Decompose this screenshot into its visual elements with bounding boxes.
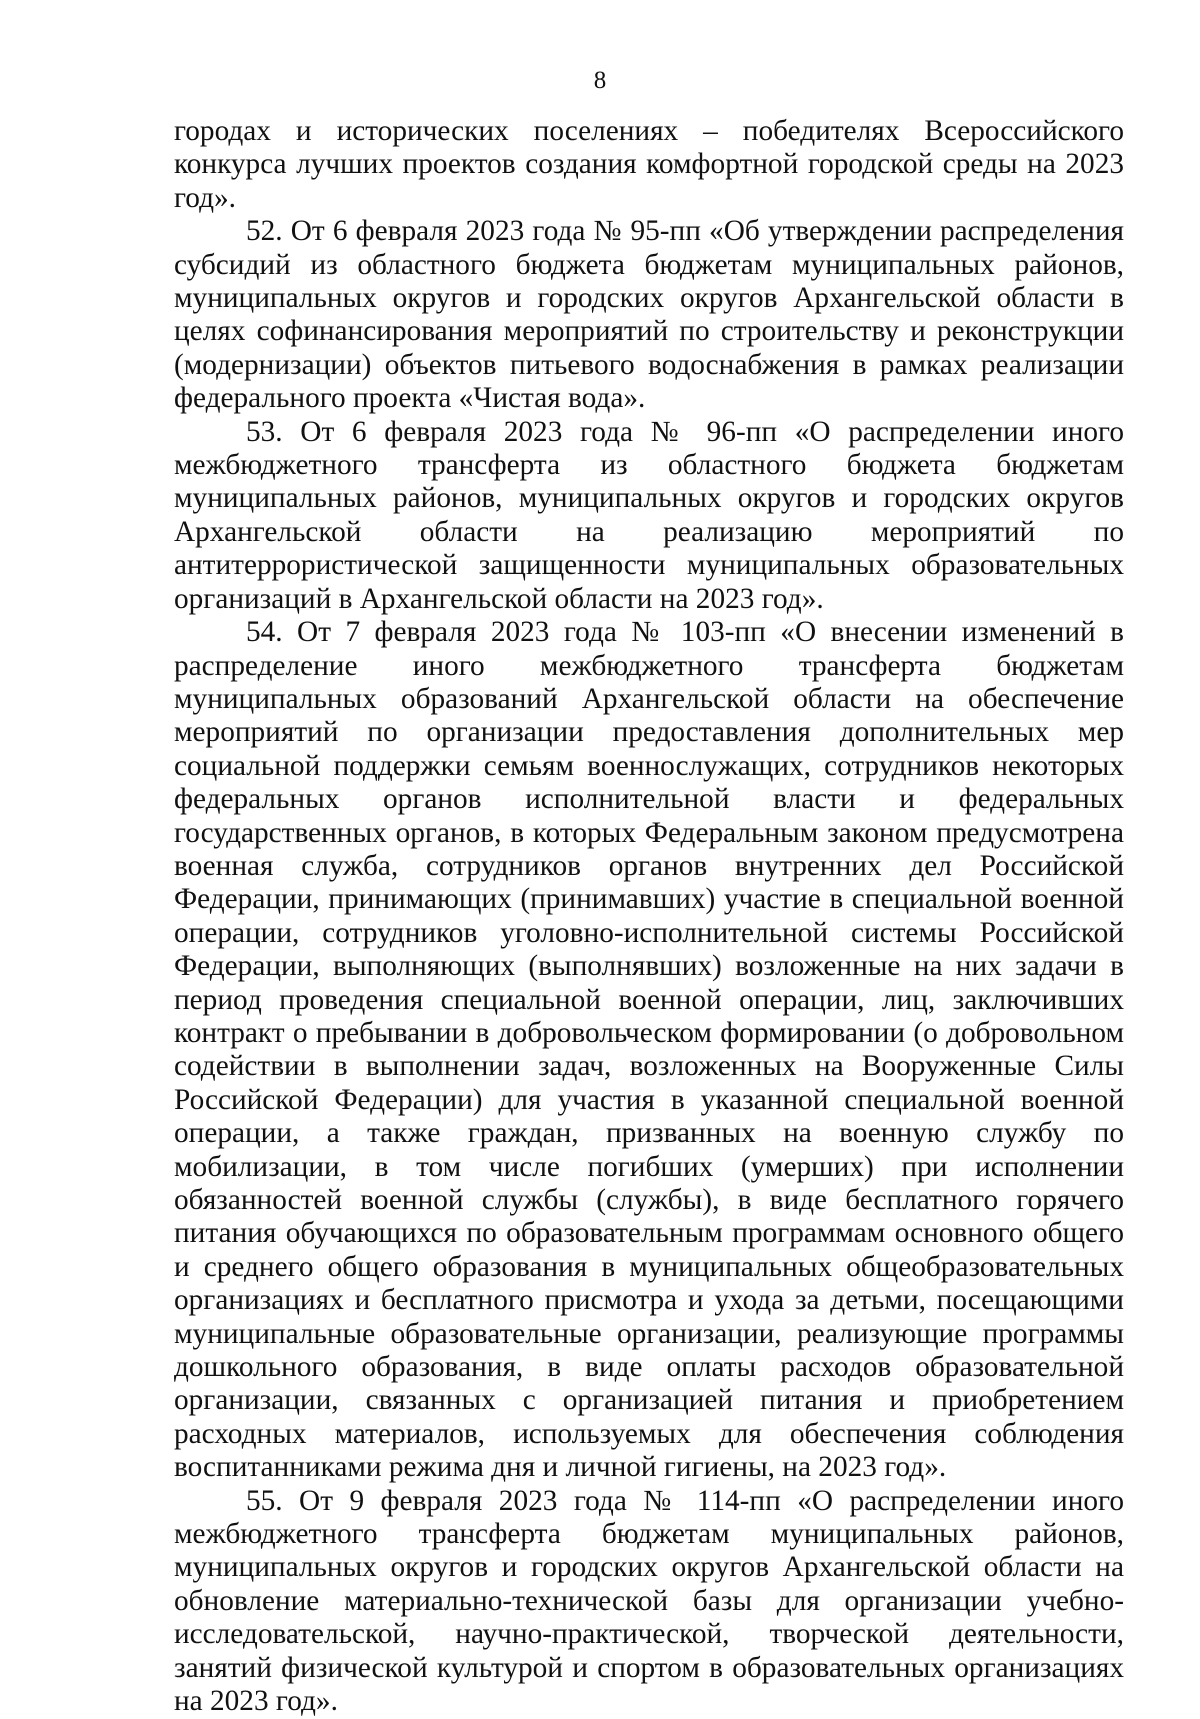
paragraph-item-52: 52. От 6 февраля 2023 года № 95-пп «Об утверждении распределения субсидий из областного бюджета бюджетам муниципальных районов, муниципальных округов и городских округов Архангельской области в целях софинансирования мероприятий по строительству и реконструкции (модернизации) объектов питьевого водоснабжения в рамках реализации федерального проекта «Чистая вода». bbox=[174, 215, 1124, 415]
page-number: 8 bbox=[593, 67, 607, 94]
paragraph-item-53: 53. От 6 февраля 2023 года № 96-пп «О распределении иного межбюджетного трансферта из областного бюджета бюджетам муниципальных районов, муниципальных округов и городских округов Архангельской области на реализацию мероприятий по антитеррористической защищенности муниципальных образовательных организаций в Архангельской области на 2023 год». bbox=[174, 415, 1124, 615]
paragraph-continuation: городах и исторических поселениях – победителях Всероссийского конкурса лучших проектов создания комфортной городской среды на 2023 год». bbox=[174, 115, 1124, 214]
paragraph-item-54: 54. От 7 февраля 2023 года № 103-пп «О внесении изменений в распределение иного межбюджетного трансферта бюджетам муниципальных образований Архангельской области на обеспечение мероприятий по организации предоставления дополнительных мер социальной поддержки семьям военнослужащих, сотрудников некоторых федеральных органов исполнительной власти и федеральных государственных органов, в которых Федеральным законом предусмотрена военная служба, сотрудников органов внутренних дел Российской Федерации, принимающих (принимавших) участие в специальной военной операции, сотрудников уголовно-исполнительной системы Российской Федерации, выполняющих (выполнявших) возложенные на них задачи в период проведения специальной военной операции, лиц, заключивших контракт о пребывании в добровольческом формировании (о добровольном содействии в выполнении задач, возложенных на Вооруженные Силы Российской Федерации) для участия в указанной специальной военной операции, а также граждан, призванных на военную службу по мобилизации, в том числе погибших (умерших) при исполнении обязанностей военной службы (службы), в виде бесплатного горячего питания обучающихся по образовательным программам основного общего и среднего общего образования в муниципальных общеобразовательных организациях и бесплатного присмотра и ухода за детьми, посещающими муниципальные образовательные организации, реализующие программы дошкольного образования, в виде оплаты расходов образовательной организации, связанных с организацией питания и приобретением расходных материалов, используемых для обеспечения соблюдения воспитанниками режима дня и личной гигиены, на 2023 год». bbox=[174, 616, 1124, 1484]
paragraph-item-55: 55. От 9 февраля 2023 года № 114-пп «О распределении иного межбюджетного трансферта бюджетам муниципальных районов, муниципальных округов и городских округов Архангельской области на обновление материально-технической базы для организации учебно-исследовательской, научно-практической, творческой деятельности, занятий физической культурой и спортом в образовательных организациях на 2023 год». bbox=[174, 1484, 1124, 1718]
document-body bbox=[174, 115, 1124, 1719]
